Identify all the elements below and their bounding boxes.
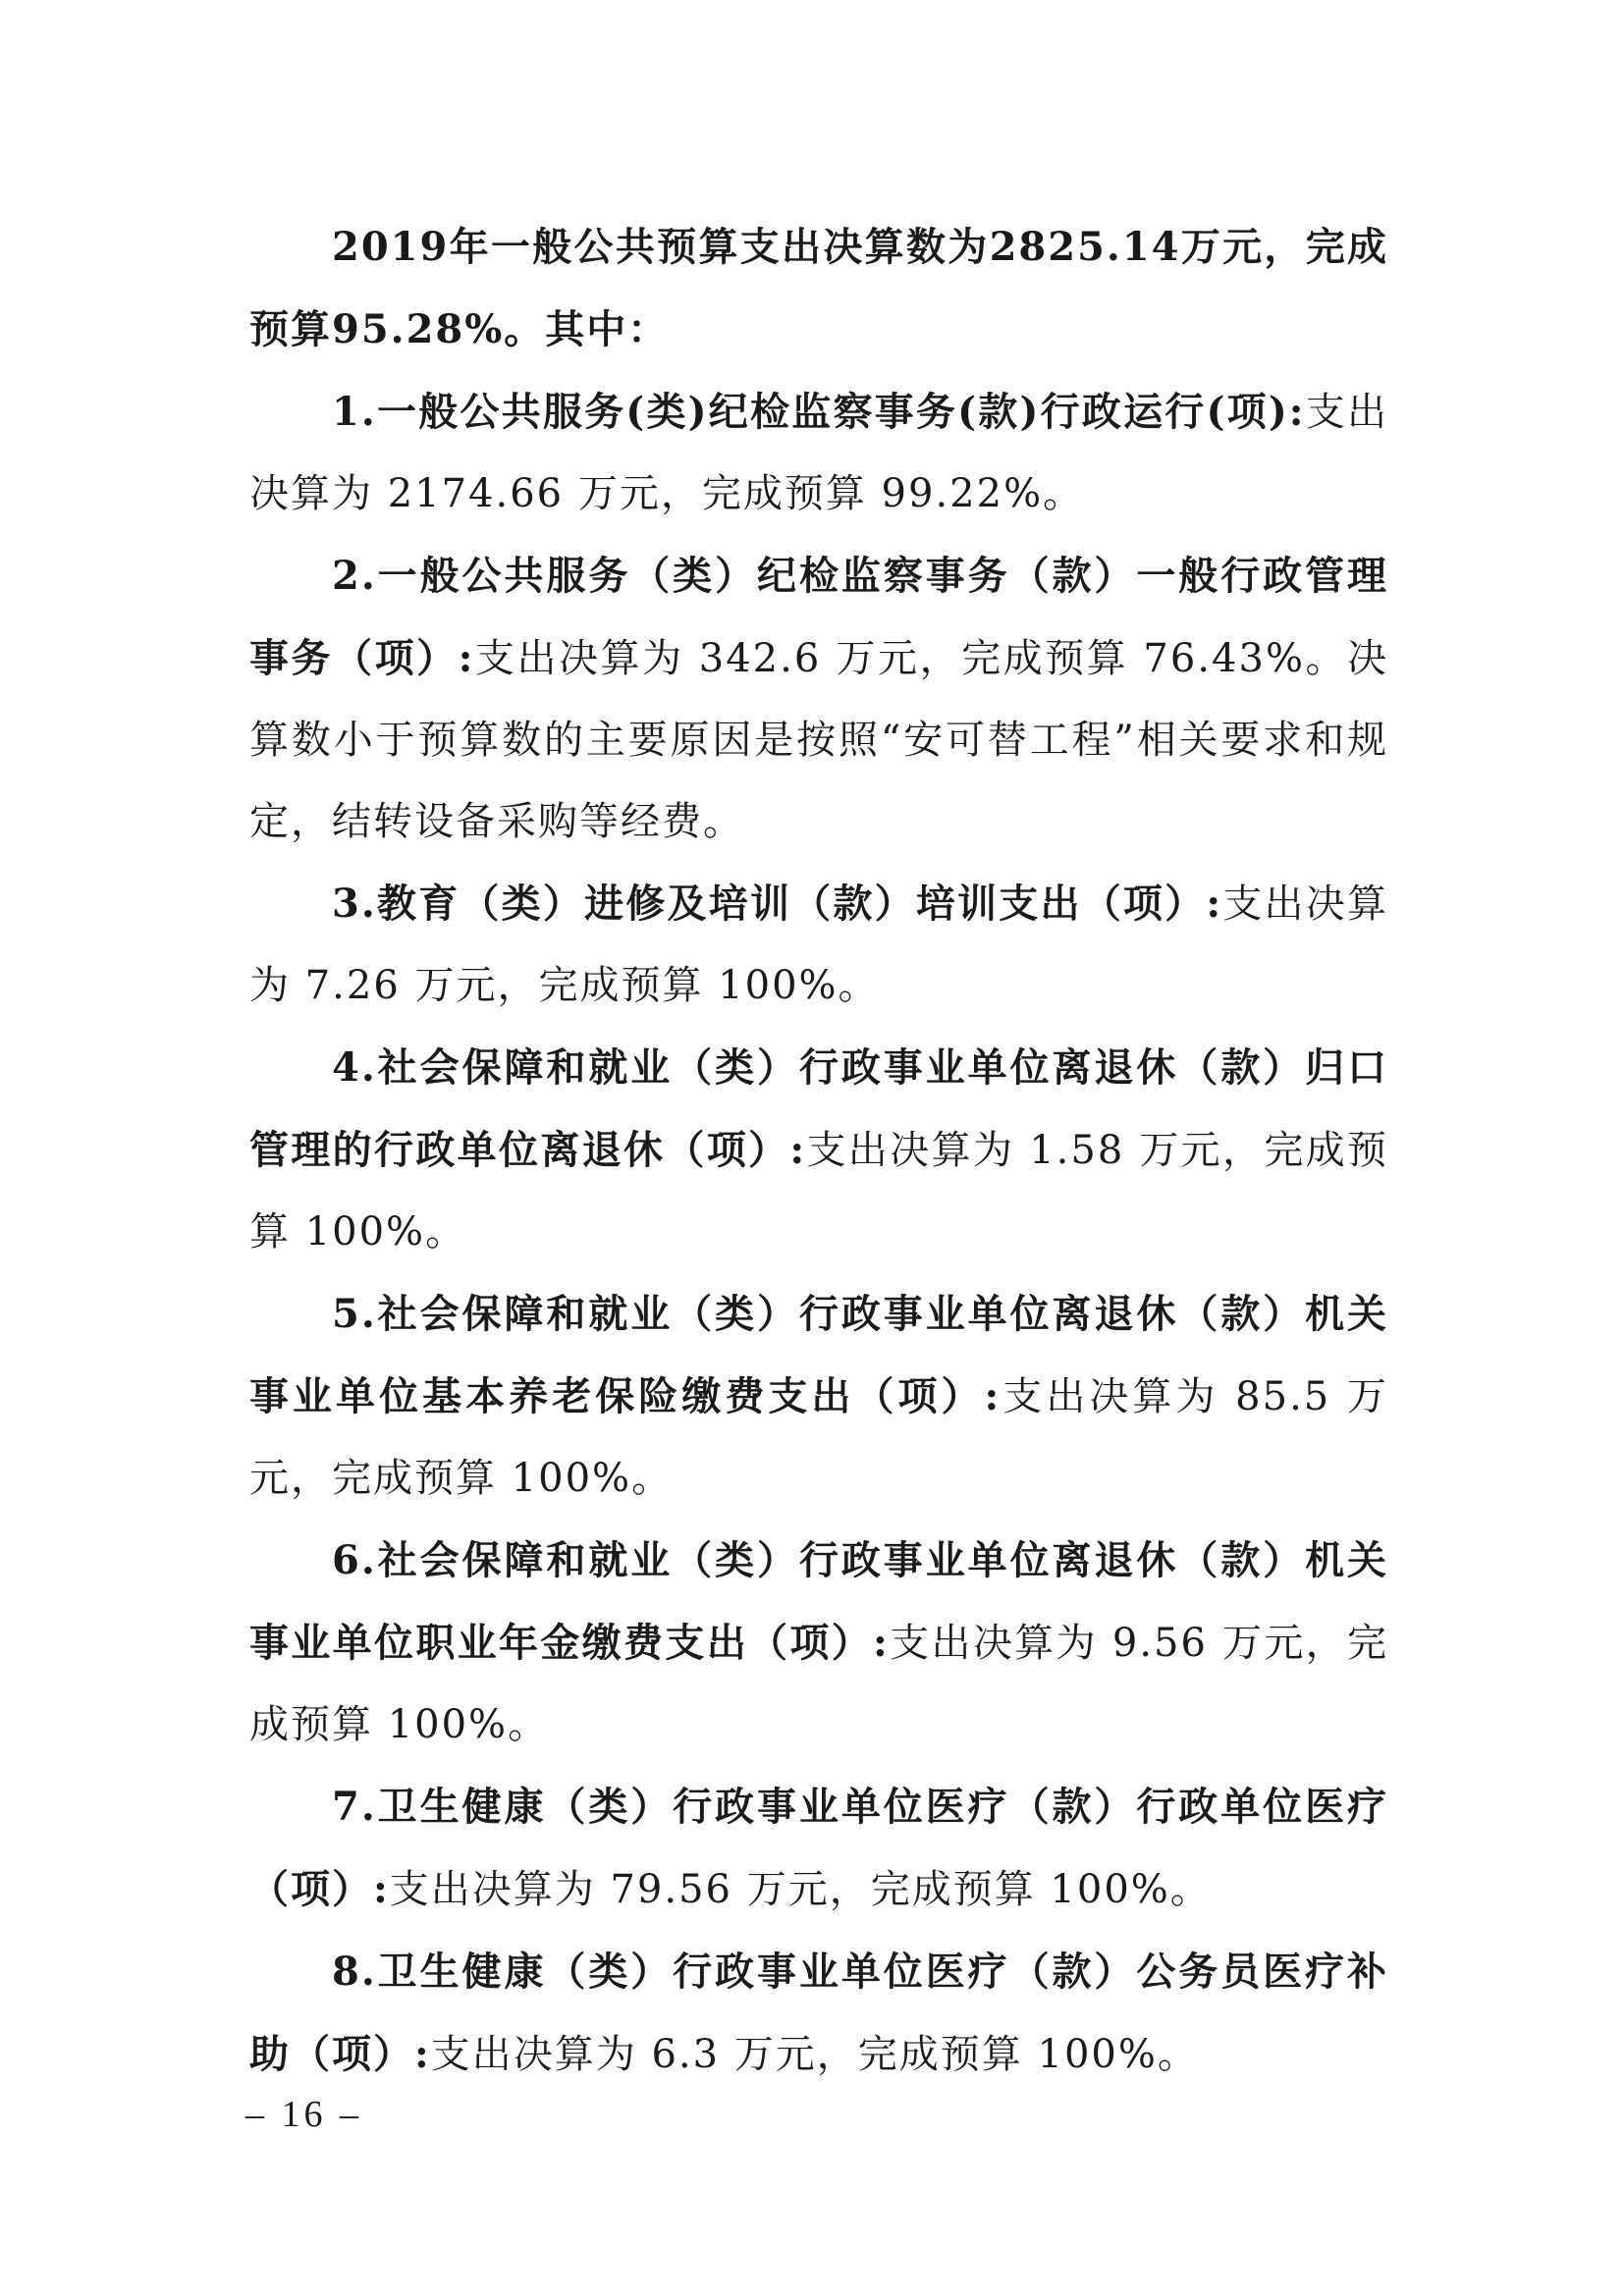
- item-heading: 1.一般公共服务(类)纪检监察事务(款)行政运行(项):: [332, 389, 1306, 435]
- item-paragraph: [249, 1520, 1388, 1766]
- item-heading: 6.社会保障和就业（类）行政事业单位离退休（款）机关事业单位职业年金缴费支出（项）:: [249, 1537, 1388, 1666]
- item-body: 支出决算为 2174.66 万元，完成预算 99.22%。: [249, 390, 1389, 516]
- item-paragraph: [249, 1273, 1388, 1520]
- intro-text-1: 年一般公共预算支出决算数为: [449, 224, 990, 270]
- item-body: 支出决算为 7.26 万元，完成预算 100%。: [249, 881, 1388, 1008]
- item-body: 支出决算为 85.5 万元，完成预算 100%。: [249, 1374, 1388, 1501]
- item-heading: 4.社会保障和就业（类）行政事业单位离退休（款）归口管理的行政单位离退休（项）:: [249, 1044, 1388, 1173]
- item-heading: 2.一般公共服务（类）纪检监察事务（款）一般行政管理事务（项）:: [249, 553, 1388, 681]
- page-number: – 16 –: [245, 2094, 362, 2135]
- intro-total: 2825.14: [989, 224, 1181, 270]
- item-paragraph: [249, 1027, 1388, 1273]
- item-heading: 5.社会保障和就业（类）行政事业单位离退休（款）机关事业单位基本养老保险缴费支出（项）:: [249, 1291, 1388, 1419]
- item-body: 支出决算为 79.56 万元，完成预算 100%。: [389, 1867, 1212, 1912]
- document-body: [249, 206, 1388, 2096]
- item-body: 支出决算为 342.6 万元，完成预算 76.43%。决算数小于预算数的主要原因是按照“安可替工程”相关要求和规定，结转设备采购等经费。: [249, 636, 1388, 844]
- item-heading: 8.卫生健康（类）行政事业单位医疗（款）公务员医疗补助（项）:: [249, 1949, 1388, 2077]
- item-body: 支出决算为 6.3 万元，完成预算 100%。: [430, 2032, 1199, 2077]
- item-body: 支出决算为 9.56 万元，完成预算 100%。: [249, 1621, 1388, 1747]
- item-paragraph: [249, 371, 1388, 535]
- intro-text-3: 。其中：: [504, 306, 670, 352]
- intro-year: 2019: [332, 224, 450, 270]
- item-paragraph: [249, 1931, 1388, 2096]
- intro-rate: 95.28%: [332, 306, 505, 352]
- item-paragraph: [249, 1766, 1388, 1931]
- item-paragraph: [249, 535, 1388, 863]
- intro-text-2: 万元，完成预算: [249, 224, 1389, 352]
- item-paragraph: [249, 863, 1388, 1027]
- intro-paragraph: [249, 206, 1388, 371]
- item-heading: 7.卫生健康（类）行政事业单位医疗（款）行政单位医疗（项）:: [249, 1784, 1388, 1912]
- item-heading: 3.教育（类）进修及培训（款）培训支出（项）:: [332, 881, 1223, 927]
- item-body: 支出决算为 1.58 万元，完成预算 100%。: [249, 1128, 1388, 1255]
